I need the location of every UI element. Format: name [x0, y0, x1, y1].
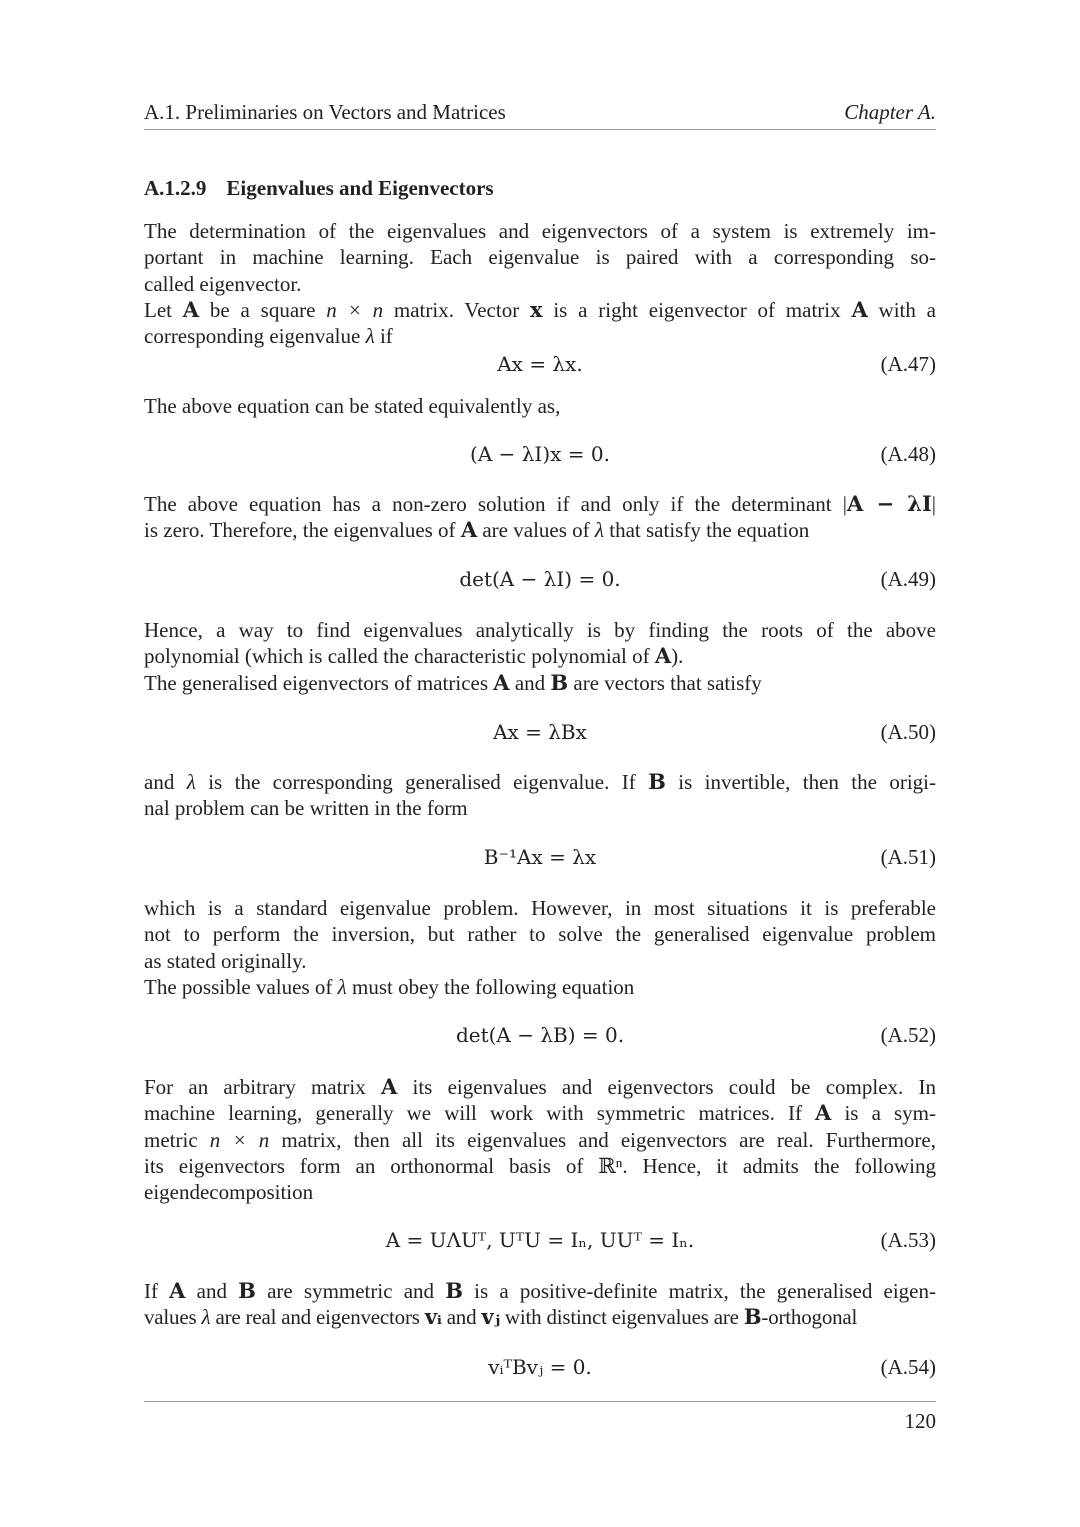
paragraph-generalised [144, 769, 936, 822]
equation-number: (A.52) [880, 1023, 936, 1047]
header-chapter: Chapter A. [844, 100, 936, 124]
page-number: 120 [904, 1409, 936, 1433]
text-line: Let A be a square n × n matrix. Vector x is a right eigenvector of matrix A with a [144, 297, 937, 322]
paragraph-standard [144, 895, 936, 1000]
footer-rule [144, 1401, 936, 1402]
equation-body: A = UΛUᵀ, UᵀU = Iₙ, UUᵀ = Iₙ. [385, 1228, 695, 1252]
section-title: Eigenvalues and Eigenvectors [226, 176, 494, 200]
equation-number: (A.49) [880, 567, 936, 591]
paragraph-symmetric [144, 1074, 936, 1205]
equation-a51 [144, 845, 936, 875]
equation-number: (A.53) [880, 1228, 936, 1252]
text-line: For an arbitrary matrix A its eigenvalues and eigenvectors could be complex. In [144, 1074, 937, 1099]
text-line: The above equation has a non-zero solution if and only if the determinant |A − λI| [144, 491, 937, 516]
text-line: called eigenvector. [144, 271, 302, 296]
equation-a47 [144, 352, 936, 382]
equation-body: Ax = λBx [493, 720, 587, 744]
text-line: corresponding eigenvalue λ if [144, 324, 393, 349]
text-line: The determination of the eigenvalues and eigenvectors of a system is extremely im- [144, 219, 936, 243]
equation-body: (A − λI)x = 0. [470, 442, 610, 466]
text-line: eigendecomposition [144, 1180, 314, 1205]
paragraph-equivalent [144, 393, 936, 419]
section-heading [144, 176, 494, 201]
equation-a54 [144, 1355, 936, 1385]
equation-body: Ax = λx. [497, 352, 583, 376]
equation-a50 [144, 720, 936, 750]
equation-a49 [144, 567, 936, 597]
text-line: The above equation can be stated equivalently as, [144, 394, 561, 418]
equation-number: (A.50) [880, 720, 936, 744]
paragraph-positive-definite [144, 1278, 936, 1331]
header-section: A.1. Preliminaries on Vectors and Matrices [144, 100, 506, 124]
section-number: A.1.2.9 [144, 176, 207, 200]
paragraph-intro [144, 218, 936, 297]
text-line: its eigenvectors form an orthonormal basis of ℝⁿ. Hence, it admits the following [144, 1153, 936, 1178]
equation-number: (A.54) [880, 1355, 936, 1379]
text-line: metric n × n matrix, then all its eigenvalues and eigenvectors are real. Furthermore, [144, 1127, 936, 1152]
equation-a53 [144, 1228, 936, 1258]
text-line: The possible values of λ must obey the following equation [144, 974, 635, 999]
text-line: portant in machine learning. Each eigenvalue is paired with a corresponding so- [144, 245, 936, 270]
equation-body: vᵢᵀBvⱼ = 0. [488, 1355, 592, 1379]
equation-a48 [144, 442, 936, 472]
equation-body: B⁻¹Ax = λx [483, 845, 597, 869]
equation-number: (A.48) [880, 442, 936, 466]
equation-number: (A.51) [880, 845, 936, 869]
text-line: Hence, a way to find eigenvalues analytically is by finding the roots of the above [144, 618, 936, 642]
text-line: If A and B are symmetric and B is a positive-definite matrix, the generalised eigen- [144, 1278, 936, 1303]
text-line: which is a standard eigenvalue problem. However, in most situations it is preferable [144, 896, 936, 920]
paragraph-polynomial [144, 617, 936, 696]
equation-body: det(A − λI) = 0. [459, 567, 621, 591]
text-line: The generalised eigenvectors of matrices A and B are vectors that satisfy [144, 669, 762, 695]
text-line: as stated originally. [144, 948, 307, 973]
running-header [144, 98, 936, 130]
text-line: nal problem can be written in the form [144, 796, 468, 821]
equation-body: det(A − λB) = 0. [455, 1023, 625, 1047]
equation-number: (A.47) [880, 352, 936, 376]
paragraph-definition [144, 297, 936, 350]
text-line: machine learning, generally we will work with symmetric matrices. If A is a sym- [144, 1100, 936, 1126]
equation-a52 [144, 1023, 936, 1053]
text-line: polynomial (which is called the characteristic polynomial of A). [144, 643, 684, 669]
text-line: values λ are real and eigenvectors vᵢ and vⱼ with distinct eigenvalues are B-orthogonal [144, 1304, 858, 1330]
text-line: is zero. Therefore, the eigenvalues of A are values of λ that satisfy the equation [144, 517, 810, 543]
paragraph-determinant [144, 491, 936, 544]
text-line: not to perform the inversion, but rather to solve the generalised eigenvalue problem [144, 922, 936, 947]
text-line: and λ is the corresponding generalised eigenvalue. If B is invertible, then the origi- [144, 769, 936, 794]
